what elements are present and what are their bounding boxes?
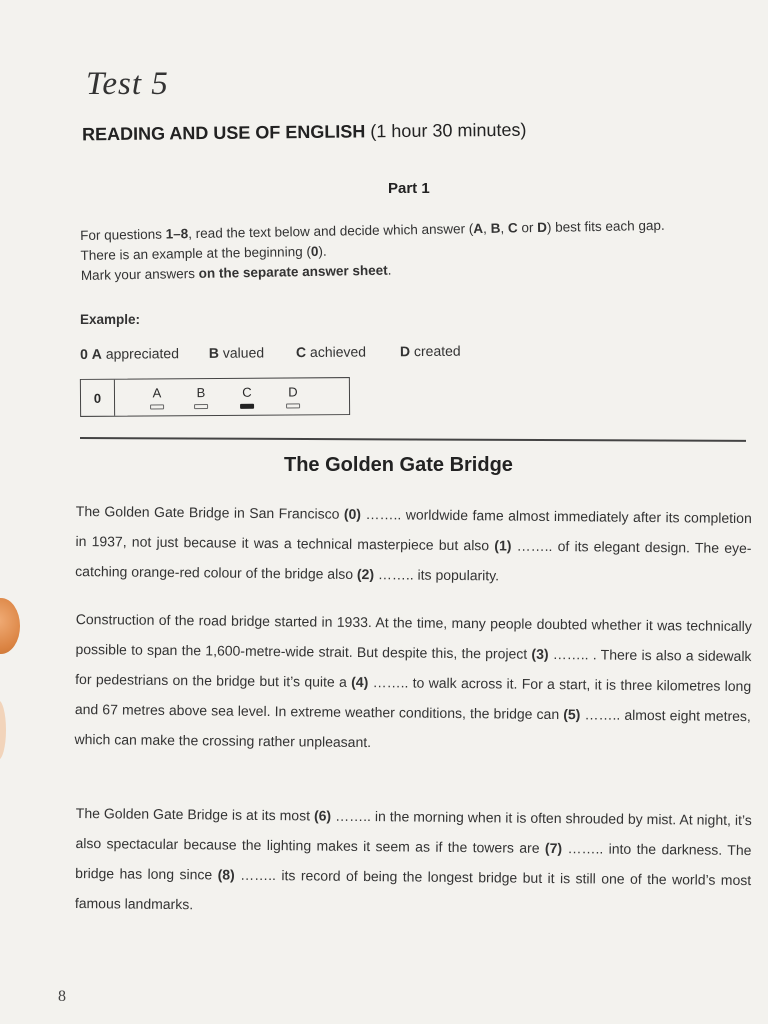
section-divider xyxy=(80,437,746,441)
answer-box-number: 0 xyxy=(81,380,115,416)
answer-letter: A xyxy=(152,385,162,401)
passage-paragraph-2 xyxy=(74,604,752,761)
instruction-text: . xyxy=(387,262,392,278)
instruction-text: or xyxy=(517,220,538,236)
instructions xyxy=(80,214,761,286)
passage-paragraph-1 xyxy=(75,496,752,593)
page-number: 8 xyxy=(58,988,66,1005)
section-title-main: READING AND USE OF ENGLISH xyxy=(81,121,366,145)
instruction-text: , read the text below and decide which answer ( xyxy=(188,221,474,242)
section-title xyxy=(82,120,527,146)
answer-mark-b xyxy=(194,404,208,409)
passage-text: The Golden Gate Bridge in San Francisco xyxy=(75,502,344,522)
option-letter: C xyxy=(295,344,307,361)
finger-shadow xyxy=(0,598,20,654)
instruction-bold: D xyxy=(537,219,548,236)
passage-text: …….. . There is also a sidewalk for pedestrians on the bridge but it’s quite a xyxy=(75,645,752,690)
option-letter: B xyxy=(208,344,220,361)
test-title: Test 5 xyxy=(86,66,169,102)
passage-text: …….. worldwide fame almost immediately after its completion in 1937, not just because it was a technical masterpiece but also xyxy=(75,505,752,554)
answer-column-b xyxy=(191,385,211,409)
passage-text: …….. its record of being the longest bridge but it is still one of the world’s most famous landmarks. xyxy=(74,866,752,913)
finger-shadow-light xyxy=(0,700,6,760)
option-text: achieved xyxy=(309,343,367,360)
passage-text: …….. of its elegant design. The eye-catching orange-red colour of the bridge also xyxy=(75,537,752,582)
option-letter: A xyxy=(91,345,102,362)
gap-number: (1) xyxy=(494,537,512,554)
passage-text: The Golden Gate Bridge is at its most xyxy=(75,804,315,824)
instruction-text: ). xyxy=(318,243,327,259)
instruction-bold: 1–8 xyxy=(165,226,189,242)
gap-number: (8) xyxy=(217,866,235,883)
answer-mark-d xyxy=(286,403,300,408)
example-option-c xyxy=(296,344,366,361)
option-text: valued xyxy=(222,344,265,361)
gap-number: (7) xyxy=(544,839,563,857)
gap-number: (2) xyxy=(356,565,375,583)
example-option-d xyxy=(400,343,461,360)
passage-text: …….. to walk across it. For a start, it is three kilometres long and 67 metres above sea level. In extreme weather conditions, the bridge can xyxy=(74,674,752,723)
instruction-text: Mark your answers xyxy=(80,265,199,283)
passage-paragraph-3 xyxy=(75,798,752,925)
instruction-bold: A xyxy=(473,220,484,237)
answer-letter: C xyxy=(242,384,252,400)
instruction-bold: B xyxy=(490,220,501,236)
answer-letter: B xyxy=(196,385,206,401)
example-number: 0 xyxy=(80,345,88,362)
gap-number: (5) xyxy=(563,706,581,723)
instruction-bold: on the separate answer sheet xyxy=(198,262,388,281)
passage-text: …….. into the darkness. The bridge has long since xyxy=(75,840,752,883)
answer-column-c xyxy=(237,385,257,409)
answer-column-d xyxy=(283,384,303,408)
answer-column-a xyxy=(147,385,167,409)
option-text: created xyxy=(413,342,461,360)
instruction-bold: 0 xyxy=(310,243,319,259)
instruction-bold: C xyxy=(507,220,518,236)
part-title: Part 1 xyxy=(388,180,430,197)
passage-text: …….. in the morning when it is often shrouded by mist. At night, it’s also spectacular because the lighting makes it seem as if the towers are xyxy=(75,807,752,856)
instruction-text: , xyxy=(500,220,509,236)
gap-number: (3) xyxy=(531,645,549,662)
example-answer-box xyxy=(80,377,350,417)
instruction-text: There is an example at the beginning ( xyxy=(80,243,312,263)
gap-number: (6) xyxy=(313,807,332,824)
answer-mark-c-selected xyxy=(240,404,254,409)
passage-title: The Golden Gate Bridge xyxy=(284,454,513,476)
option-letter: D xyxy=(399,343,411,360)
example-label: Example: xyxy=(80,312,141,327)
example-option-b xyxy=(209,344,264,360)
passage-text: …….. almost eight metres, which can make the crossing rather unpleasant. xyxy=(74,706,751,751)
answer-mark-a xyxy=(150,404,164,409)
option-text: appreciated xyxy=(105,345,180,362)
instruction-text: , xyxy=(482,220,491,236)
section-title-duration: (1 hour 30 minutes) xyxy=(365,119,527,142)
answer-letter: D xyxy=(288,384,298,400)
example-option-a xyxy=(92,345,179,362)
passage-text: Construction of the road bridge started in 1933. At the time, many people doubted whether it was technically possible to span the 1,600-metre-wide strait. But despite this, the project xyxy=(75,610,752,662)
gap-number: (4) xyxy=(351,673,369,691)
passage-text: …….. its popularity. xyxy=(373,566,500,584)
instruction-text: For questions xyxy=(80,226,166,243)
gap-number: (0) xyxy=(343,505,362,522)
example-options xyxy=(80,343,461,362)
instruction-text: ) best fits each gap. xyxy=(546,217,665,235)
